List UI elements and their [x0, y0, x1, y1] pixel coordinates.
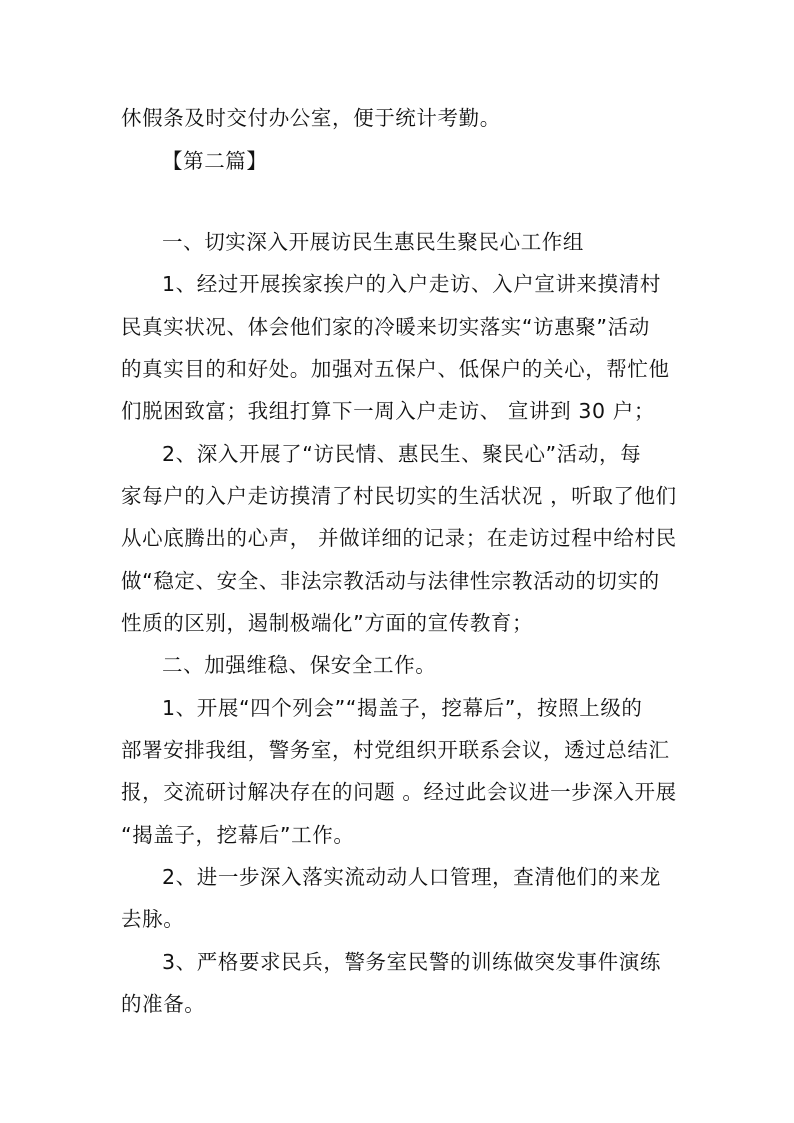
- paragraph-line: 部署安排我组，警务室，村党组织开联系会议，透过总结汇: [121, 738, 670, 762]
- paragraph-line: 们脱困致富；我组打算下一周入户走访、 宣讲到 30 户；: [121, 399, 655, 423]
- paragraph-line: 1、经过开展挨家挨户的入户走访、入户宣讲来摸清村: [162, 272, 661, 296]
- paragraph-line: 的准备。: [121, 992, 206, 1016]
- paragraph-line: 从心底腾出的心声， 并做详细的记录；在走访过程中给村民: [121, 526, 677, 550]
- paragraph-line: 2、深入开展了“访民情、惠民生、聚民心”活动，每: [162, 442, 642, 466]
- paragraph-line: 家每户的入户走访摸清了村民切实的生活状况 ，听取了他们: [121, 484, 677, 508]
- paragraph-line: 2、进一步深入落实流动动人口管理，查清他们的来龙: [162, 865, 661, 889]
- section-marker: 【第二篇】: [162, 149, 268, 173]
- paragraph-line: 做“稳定、安全、非法宗教活动与法律性宗教活动的切实的: [121, 569, 660, 593]
- paragraph-line: “揭盖子，挖幕后”工作。: [121, 823, 355, 847]
- paragraph-line: 民真实状况、体会他们家的冷暖来切实落实“访惠聚”活动: [121, 315, 650, 339]
- paragraph-line: 性质的区别，遏制极端化”方面的宣传教育；: [121, 611, 534, 635]
- section-heading: 二、加强维稳、保安全工作。: [162, 653, 437, 677]
- paragraph-line: 3、严格要求民兵，警务室民警的训练做突发事件演练: [162, 950, 661, 974]
- paragraph-line: 去脉。: [121, 907, 185, 931]
- paragraph-line: 休假条及时交付办公室，便于统计考勤。: [121, 106, 501, 130]
- paragraph-line: 的真实目的和好处。加强对五保户、低保户的关心，帮忙他: [121, 357, 670, 381]
- section-heading: 一、切实深入开展访民生惠民生聚民心工作组: [162, 230, 584, 254]
- paragraph-line: 报，交流研讨解决存在的问题 。经过此会议进一步深入开展: [121, 780, 677, 804]
- paragraph-line: 1、开展“四个列会”“揭盖子，挖幕后”，按照上级的: [162, 696, 643, 720]
